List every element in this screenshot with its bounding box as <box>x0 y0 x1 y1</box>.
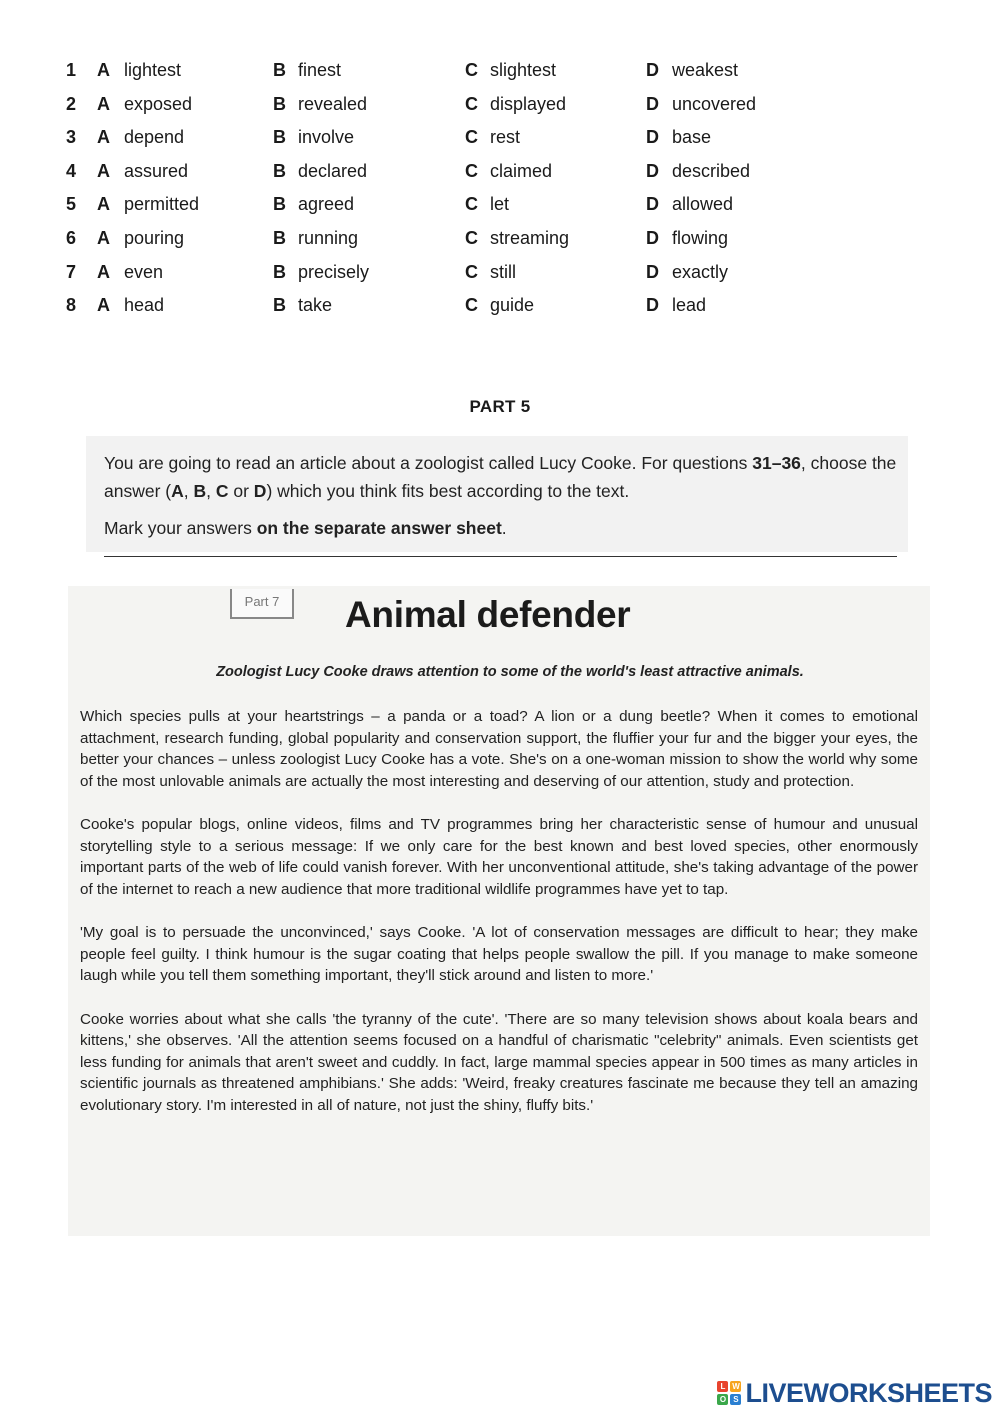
option-letter-b: B <box>273 261 286 282</box>
option-b: involve <box>298 127 355 148</box>
question-number: 3 <box>66 127 77 148</box>
question-number: 2 <box>66 93 77 114</box>
logo-tile: S <box>730 1394 741 1405</box>
article-paragraph: 'My goal is to persuade the unconvinced,' says Cooke. 'A lot of conservation messages are difficult to hear; they make people feel guilty. I think humour is the sugar coating that helps people swallow the pill. If you manage to make someone laugh while you tell them something important, they'll stick around and listen to more.' <box>80 924 918 984</box>
instruction-text: ) which you think fits best according to the text. <box>266 481 630 501</box>
separator: , <box>183 481 194 501</box>
option-c: guide <box>490 295 535 316</box>
option-letter-d: D <box>646 160 659 181</box>
divider <box>104 556 897 557</box>
separator: , <box>206 481 216 501</box>
option-letter-d: D <box>646 261 659 282</box>
option-letter-c: C <box>465 60 478 80</box>
option-letter-d: D <box>646 194 659 215</box>
option-row <box>66 291 826 325</box>
option-b: precisely <box>298 261 370 282</box>
article-paragraph: Cooke's popular blogs, online videos, films and TV programmes bring her characteristic sense of humour and unusual storytelling style to a serious message: If we only care for the best known and best loved species, other enormously important parts of the web of life could vanish forever. With her unconventional attitude, she's taking advantage of the power of the internet to reach a new audience that more traditional wildlife programmes have yet to tap. <box>80 816 918 898</box>
option-a: depend <box>124 127 185 148</box>
question-number: 8 <box>66 295 77 316</box>
option-b: take <box>298 295 333 316</box>
option-c: slightest <box>490 60 557 80</box>
option-c: let <box>490 194 510 215</box>
logo-icon <box>717 1381 741 1405</box>
question-range: 31–36 <box>752 453 801 473</box>
option-row <box>66 56 826 90</box>
option-d: lead <box>672 295 707 316</box>
option-row <box>66 190 826 224</box>
option-a: even <box>124 261 164 282</box>
option-letter-a: A <box>97 127 110 148</box>
option-letter-a: A <box>97 295 110 316</box>
option-letter-d: D <box>646 295 659 316</box>
instruction-line <box>104 449 904 505</box>
question-number: 5 <box>66 194 77 215</box>
option-letter-c: C <box>465 93 478 114</box>
option-letter-c: C <box>465 127 478 148</box>
option-c: still <box>490 261 516 282</box>
question-number: 7 <box>66 261 77 282</box>
option-letter-b: B <box>273 60 286 80</box>
option-letter-b: B <box>273 227 286 248</box>
instruction-text: Mark your answers <box>104 518 257 538</box>
option-letter-c: C <box>465 160 478 181</box>
option-letter-a: A <box>97 93 110 114</box>
option-c: displayed <box>490 93 567 114</box>
option-a: permitted <box>124 194 200 215</box>
option-letter-c: C <box>465 194 478 215</box>
brand-name: LIVEWORKSHEETS <box>745 1377 992 1408</box>
choice-letter-d: D <box>253 481 267 501</box>
option-letter-c: C <box>465 261 478 282</box>
separator: or <box>228 481 254 501</box>
option-letter-d: D <box>646 227 659 248</box>
option-d: exactly <box>672 261 729 282</box>
option-letter-d: D <box>646 93 659 114</box>
option-letter-a: A <box>97 227 110 248</box>
option-row <box>66 224 826 258</box>
option-c: claimed <box>490 160 553 181</box>
option-a: exposed <box>124 93 193 114</box>
option-letter-a: A <box>97 261 110 282</box>
instructions <box>104 449 904 542</box>
option-b: agreed <box>298 194 355 215</box>
option-letter-b: B <box>273 127 286 148</box>
option-letter-a: A <box>97 194 110 215</box>
instruction-text: You are going to read an article about a zoologist called Lucy Cooke. For questions <box>104 453 753 473</box>
answer-sheet-emphasis: on the separate answer sheet <box>256 518 502 538</box>
part-tab: Part 7 <box>230 589 294 619</box>
option-letter-d: D <box>646 127 659 148</box>
options-table <box>66 56 826 325</box>
choice-letter-b: B <box>193 481 207 501</box>
option-row <box>66 157 826 191</box>
option-letter-a: A <box>97 60 110 80</box>
instruction-text: , choose the answer ( <box>104 453 897 501</box>
article-paragraph: Cooke worries about what she calls 'the tyranny of the cute'. 'There are so many television shows about koala bears and kittens,' she observes. 'All the attention seems focused on a handful of charismatic "celebrity" animals. Even scientists get less funding for animals that aren't sweet and cuddly. In fact, large mammal species appear in 500 times as many articles in scientific journals as threatened amphibians.' She adds: 'Weird, freaky creatures fascinate me because they tell an amazing evolutionary story. I'm interested in all of nature, not just the shiny, fluffy bits.' <box>80 1010 918 1114</box>
option-letter-c: C <box>465 295 478 316</box>
option-d: base <box>672 127 712 148</box>
option-row <box>66 123 826 157</box>
option-letter-b: B <box>273 93 286 114</box>
option-row <box>66 90 826 124</box>
option-a: head <box>124 295 165 316</box>
logo-tile: W <box>732 1382 740 1391</box>
instruction-text: . <box>501 518 507 538</box>
liveworksheets-logo <box>717 1378 992 1408</box>
mark-instruction <box>104 514 904 542</box>
logo-tile: O <box>717 1394 728 1405</box>
option-row <box>66 258 826 292</box>
part-heading: PART 5 <box>469 397 531 416</box>
option-b: running <box>298 227 359 248</box>
option-a: pouring <box>124 227 185 248</box>
option-c: streaming <box>490 227 570 248</box>
choice-letter-a: A <box>171 481 184 501</box>
option-letter-b: B <box>273 194 286 215</box>
option-d: allowed <box>672 194 734 215</box>
option-d: described <box>672 160 751 181</box>
question-number: 1 <box>66 60 77 80</box>
option-a: assured <box>124 160 189 181</box>
option-c: rest <box>490 127 521 148</box>
option-b: finest <box>298 60 342 80</box>
option-letter-a: A <box>97 160 110 181</box>
article-title: Animal defender <box>345 594 631 635</box>
option-d: weakest <box>672 60 739 80</box>
article-body <box>80 706 918 1138</box>
option-d: flowing <box>672 227 729 248</box>
option-letter-b: B <box>273 160 286 181</box>
article-subtitle: Zoologist Lucy Cooke draws attention to some of the world's least attractive animals. <box>216 664 804 680</box>
option-d: uncovered <box>672 93 757 114</box>
logo-tile: L <box>717 1381 728 1392</box>
option-b: declared <box>298 160 368 181</box>
option-b: revealed <box>298 93 368 114</box>
choice-letter-c: C <box>215 481 229 501</box>
question-number: 4 <box>66 160 77 181</box>
option-letter-d: D <box>646 60 659 80</box>
option-letter-b: B <box>273 295 286 316</box>
article-paragraph: Which species pulls at your heartstrings – a panda or a toad? A lion or a dung beetle? When it comes to emotional attachment, research funding, global popularity and conservation support, the fluffier your fur and the bigger your eyes, the better your chances – unless zoologist Lucy Cooke has a vote. She's on a one-woman mission to show the world why some of the most unlovable animals are actually the most interesting and deserving of our attention, study and protection. <box>80 708 918 790</box>
option-a: lightest <box>124 60 182 80</box>
option-letter-c: C <box>465 227 478 248</box>
question-number: 6 <box>66 227 77 248</box>
